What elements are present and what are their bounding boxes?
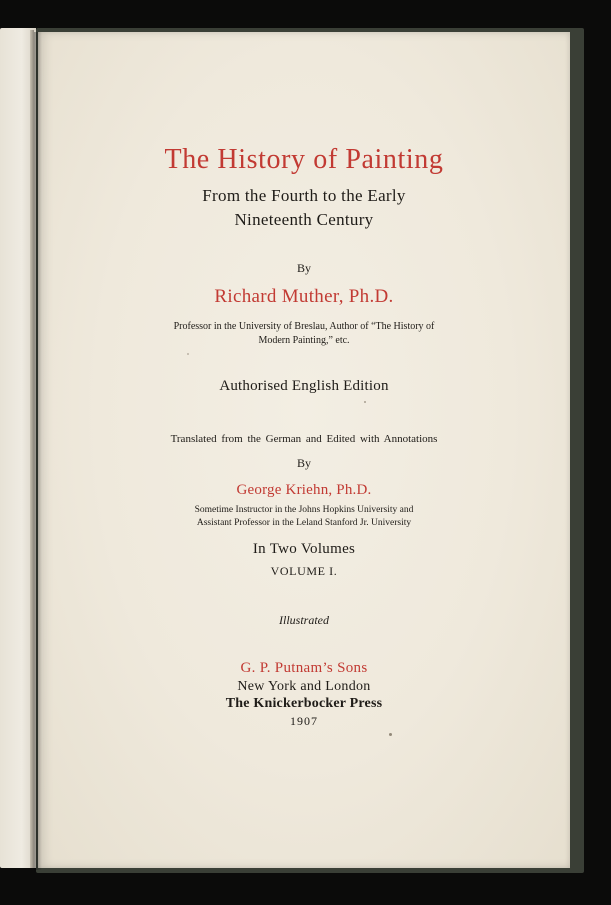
gutter-shadow bbox=[34, 32, 42, 870]
author-description-line-1: Professor in the University of Breslau, Author of “The History of bbox=[173, 321, 435, 332]
author-description-line-2: Modern Painting,” etc. bbox=[258, 335, 350, 346]
subtitle-line-2: Nineteenth Century bbox=[234, 210, 374, 229]
press-name: The Knickerbocker Press bbox=[225, 696, 383, 711]
translator-description-line-1: Sometime Instructor in the Johns Hopkins University and bbox=[194, 505, 414, 515]
publication-place: New York and London bbox=[237, 679, 371, 694]
translator-description-line-2: Assistant Professor in the Leland Stanford Jr. University bbox=[196, 518, 412, 528]
translator-name: George Kriehn, Ph.D. bbox=[236, 482, 372, 498]
book-title: The History of Painting bbox=[164, 144, 444, 175]
illustrated-note: Illustrated bbox=[279, 613, 329, 627]
publisher-name: G. P. Putnam’s Sons bbox=[240, 660, 368, 676]
volumes-statement: In Two Volumes bbox=[252, 541, 356, 557]
edition-statement: Authorised English Edition bbox=[219, 378, 389, 394]
title-page bbox=[38, 32, 570, 868]
subtitle-line-1: From the Fourth to the Early bbox=[202, 186, 406, 205]
paper-foxing-spot bbox=[187, 353, 189, 355]
publication-year: 1907 bbox=[290, 714, 318, 728]
by-label-author: By bbox=[296, 261, 311, 275]
volume-number: VOLUME I. bbox=[270, 564, 338, 578]
translation-note: Translated from the German and Edited with Annotations bbox=[170, 433, 438, 445]
paper-foxing-spot bbox=[364, 401, 366, 403]
paper-foxing-spot bbox=[389, 733, 392, 736]
by-label-translator: By bbox=[296, 456, 311, 470]
author-name: Richard Muther, Ph.D. bbox=[214, 286, 394, 307]
